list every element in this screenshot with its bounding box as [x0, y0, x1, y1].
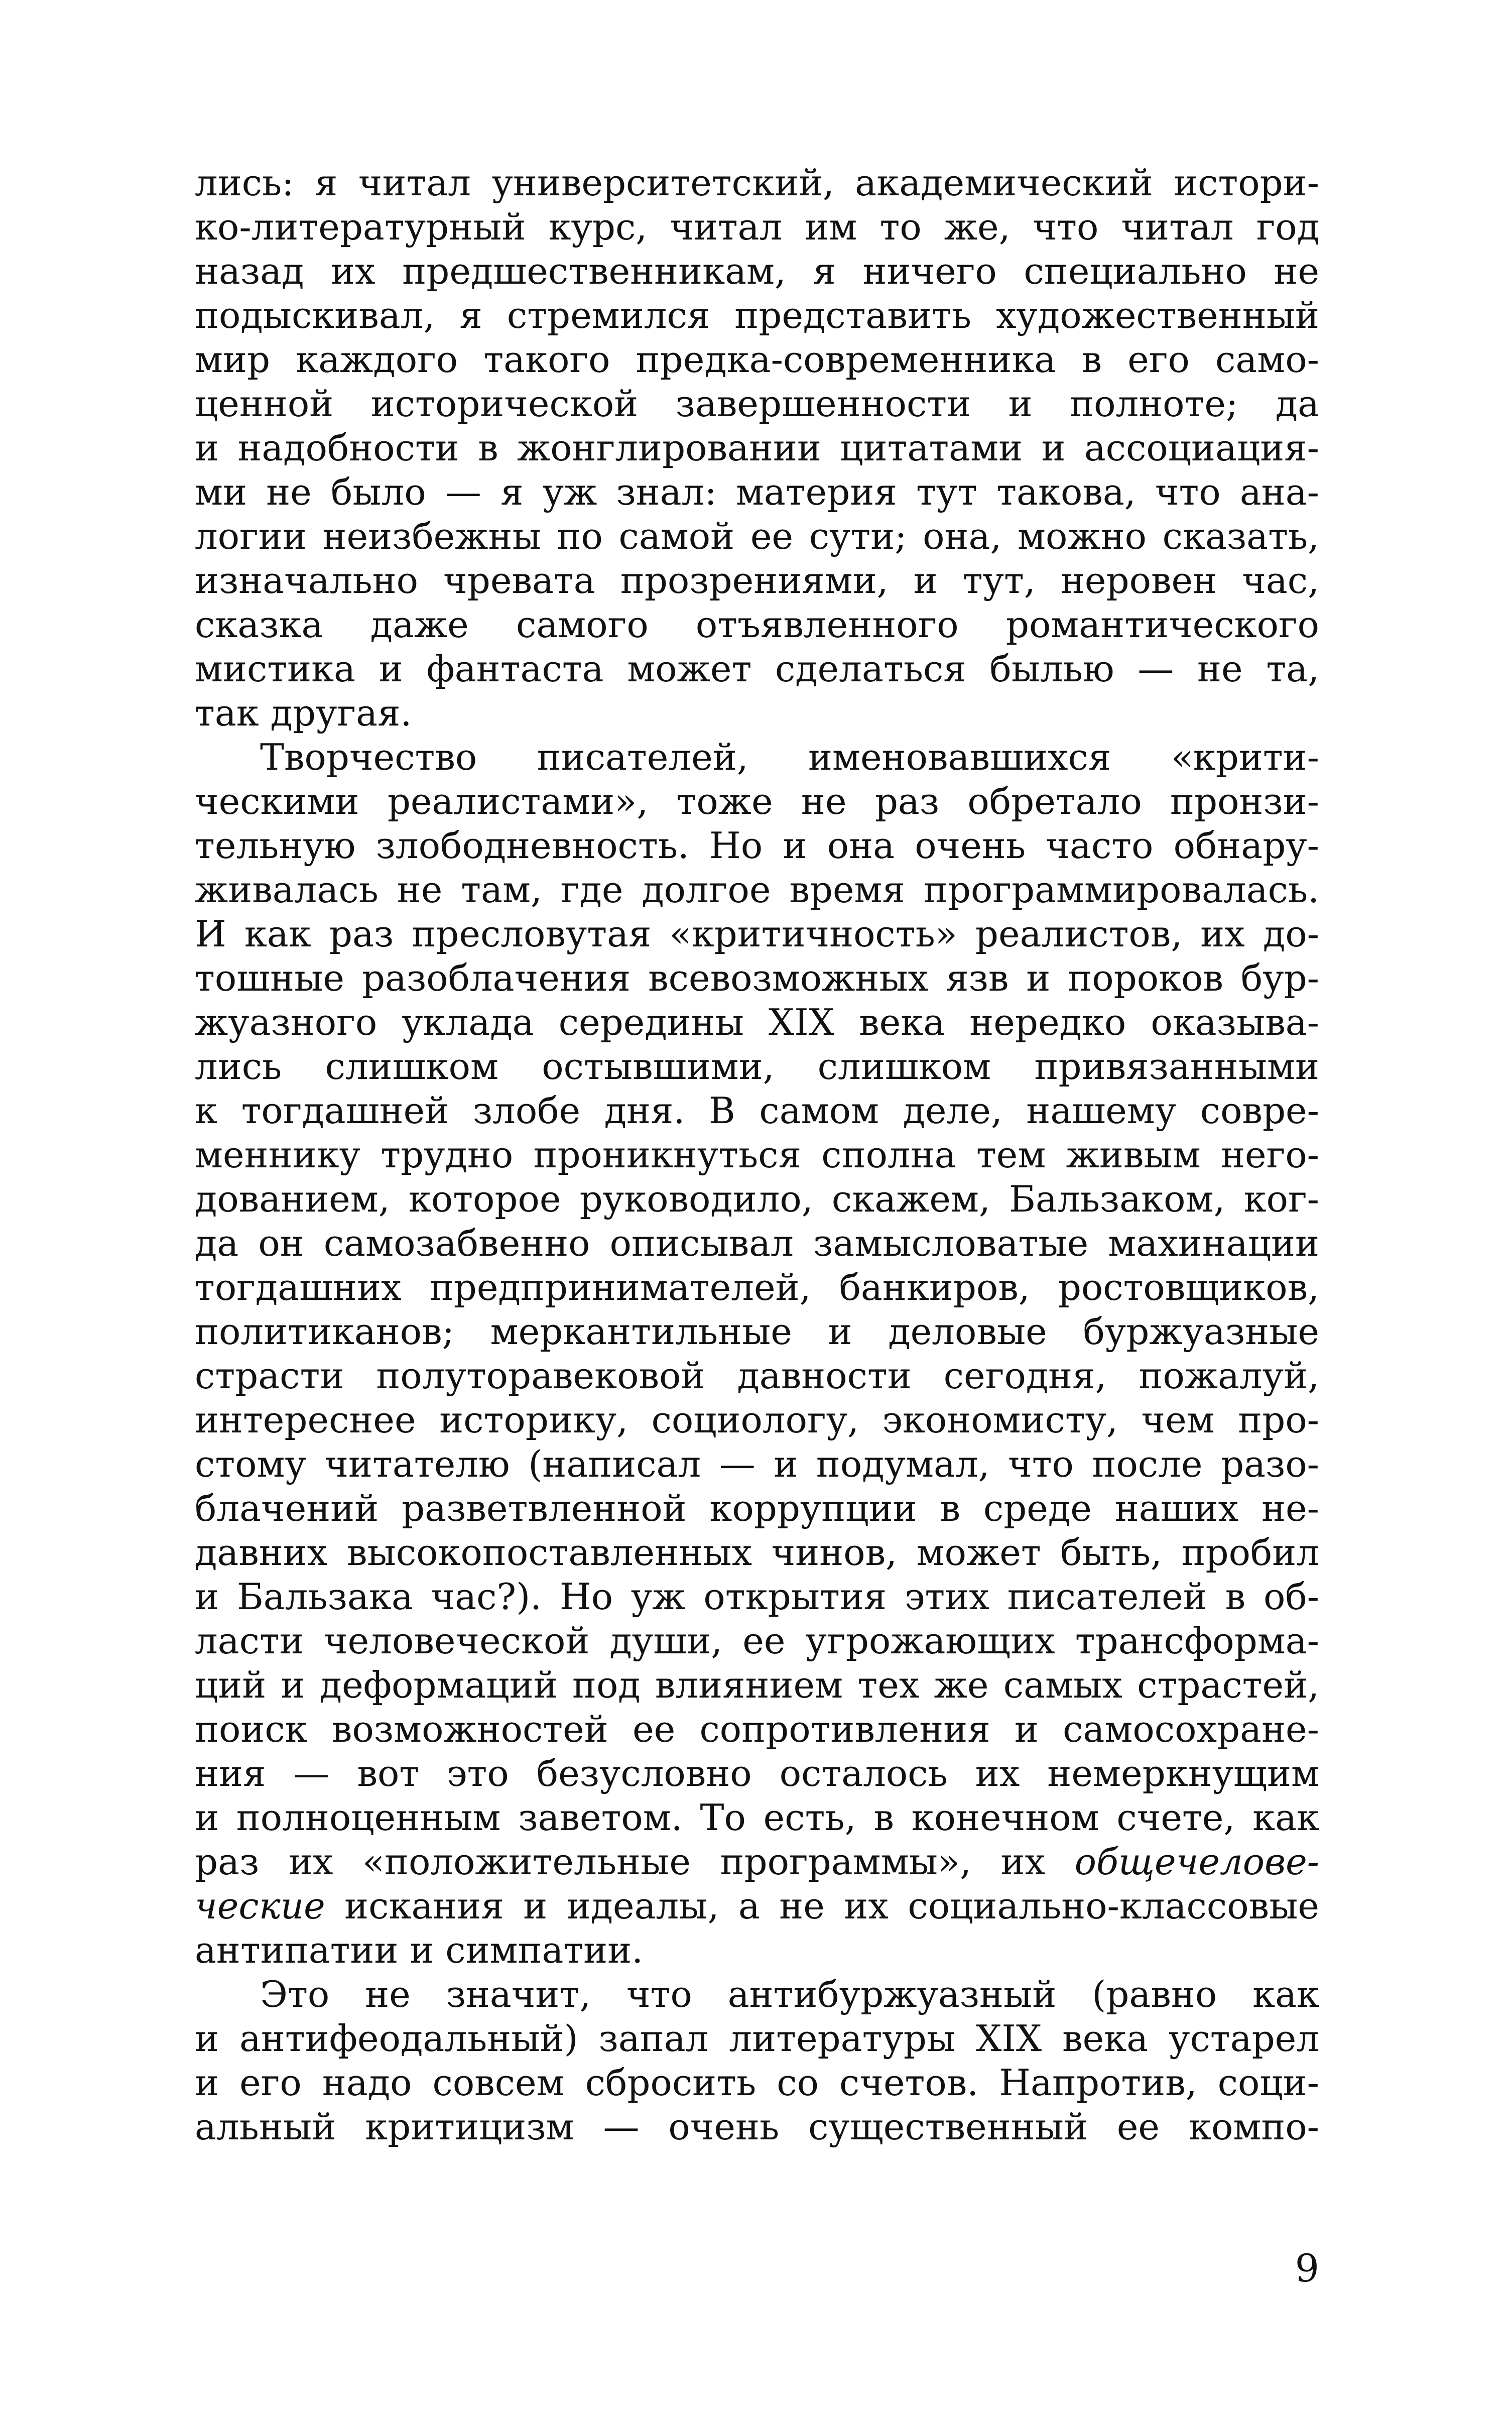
text-line: лись слишком остывшими, слишком привязанными — [195, 1045, 1319, 1088]
text-line: стому читателю (написал — и подумал, что после разо- — [195, 1443, 1319, 1485]
text-line: назад их предшественникам, я ничего специально не — [195, 250, 1319, 292]
text-line: так другая. — [195, 692, 412, 734]
text-line: меннику трудно проникнуться сполна тем живым него- — [195, 1134, 1319, 1176]
text-line: ми не было — я уж знал: материя тут такова, что ана- — [195, 471, 1319, 513]
text-line: живалась не там, где долгое время программировалась. — [195, 869, 1319, 911]
text-line: сказка даже самого отъявленного романтического — [195, 604, 1319, 646]
text-line: жуазного уклада середины XIX века нередко оказыва- — [195, 1001, 1319, 1043]
text-line — [195, 1884, 1319, 1928]
text-line: изначально чревата прозрениями, и тут, неровен час, — [195, 559, 1319, 601]
text-line: политиканов; меркантильные и деловые буржуазные — [195, 1310, 1319, 1353]
text-line: подыскивал, я стремился представить художественный — [195, 294, 1319, 336]
text-line: дованием, которое руководило, скажем, Бальзаком, ког- — [195, 1178, 1319, 1220]
text-line: ческими реалистами», тоже не раз обретало пронзи- — [195, 780, 1319, 822]
text-line: ценной исторической завершенности и полноте; да — [195, 383, 1319, 425]
text-line: давних высокопоставленных чинов, может быть, пробил — [195, 1531, 1319, 1574]
page-number: 9 — [1295, 2246, 1319, 2290]
text-line: мир каждого такого предка-современника в его само- — [195, 338, 1319, 381]
text-line: тогдашних предпринимателей, банкиров, ростовщиков, — [195, 1266, 1319, 1308]
text-line: и Бальзака час?). Но уж открытия этих писателей в об- — [195, 1576, 1319, 1618]
text-line: И как раз пресловутая «критичность» реалистов, их до- — [195, 913, 1319, 955]
text-line: Это не значит, что антибуржуазный (равно как — [260, 1973, 1319, 2015]
text-line: и надобности в жонглировании цитатами и ассоциация- — [195, 427, 1319, 469]
text-line: и его надо совсем сбросить со счетов. Напротив, соци- — [195, 2062, 1319, 2104]
text-line: к тогдашней злобе дня. В самом деле, нашему совре- — [195, 1090, 1319, 1132]
text-line: интереснее историку, социологу, экономисту, чем про- — [195, 1399, 1319, 1441]
text-line: блачений разветвленной коррупции в среде наших не- — [195, 1487, 1319, 1529]
text-line: страсти полуторавековой давности сегодня, пожалуй, — [195, 1355, 1319, 1397]
text-line: и полноценным заветом. То есть, в конечном счете, как — [195, 1796, 1319, 1839]
italic-text: общечелове- — [1074, 1841, 1319, 1883]
text-line: антипатии и симпатии. — [195, 1929, 644, 1971]
text-line: лись: я читал университетский, академический истори- — [195, 162, 1319, 204]
text-line: альный критицизм — очень существенный ее компо- — [195, 2106, 1319, 2148]
text-line: и антифеодальный) запал литературы XIX века устарел — [195, 2017, 1319, 2060]
text-line: тошные разоблачения всевозможных язв и пороков бур- — [195, 957, 1319, 999]
text-line: да он самозабвенно описывал замысловатые махинации — [195, 1222, 1319, 1264]
italic-text: ческие — [195, 1885, 325, 1927]
text-line: тельную злободневность. Но и она очень часто обнару- — [195, 824, 1319, 867]
text-line: ния — вот это безусловно осталось их немеркнущим — [195, 1752, 1319, 1794]
text-line: ций и деформаций под влиянием тех же самых страстей, — [195, 1664, 1319, 1706]
body-text — [195, 161, 1319, 2149]
text-line: ко-литературный курс, читал им то же, что читал год — [195, 206, 1319, 248]
text-segment: раз их «положительные программы», их — [195, 1841, 1075, 1883]
text-line — [195, 1840, 1319, 1884]
text-line: ласти человеческой души, ее угрожающих трансформа- — [195, 1620, 1319, 1662]
text-line: Творчество писателей, именовавшихся «крити- — [260, 736, 1319, 778]
text-line: поиск возможностей ее сопротивления и самосохране- — [195, 1708, 1319, 1750]
text-line: логии неизбежны по самой ее сути; она, можно сказать, — [195, 515, 1319, 557]
text-line: мистика и фантаста может сделаться былью — не та, — [195, 648, 1319, 690]
text-segment: искания и идеалы, а не их социально-классовые — [325, 1885, 1319, 1927]
